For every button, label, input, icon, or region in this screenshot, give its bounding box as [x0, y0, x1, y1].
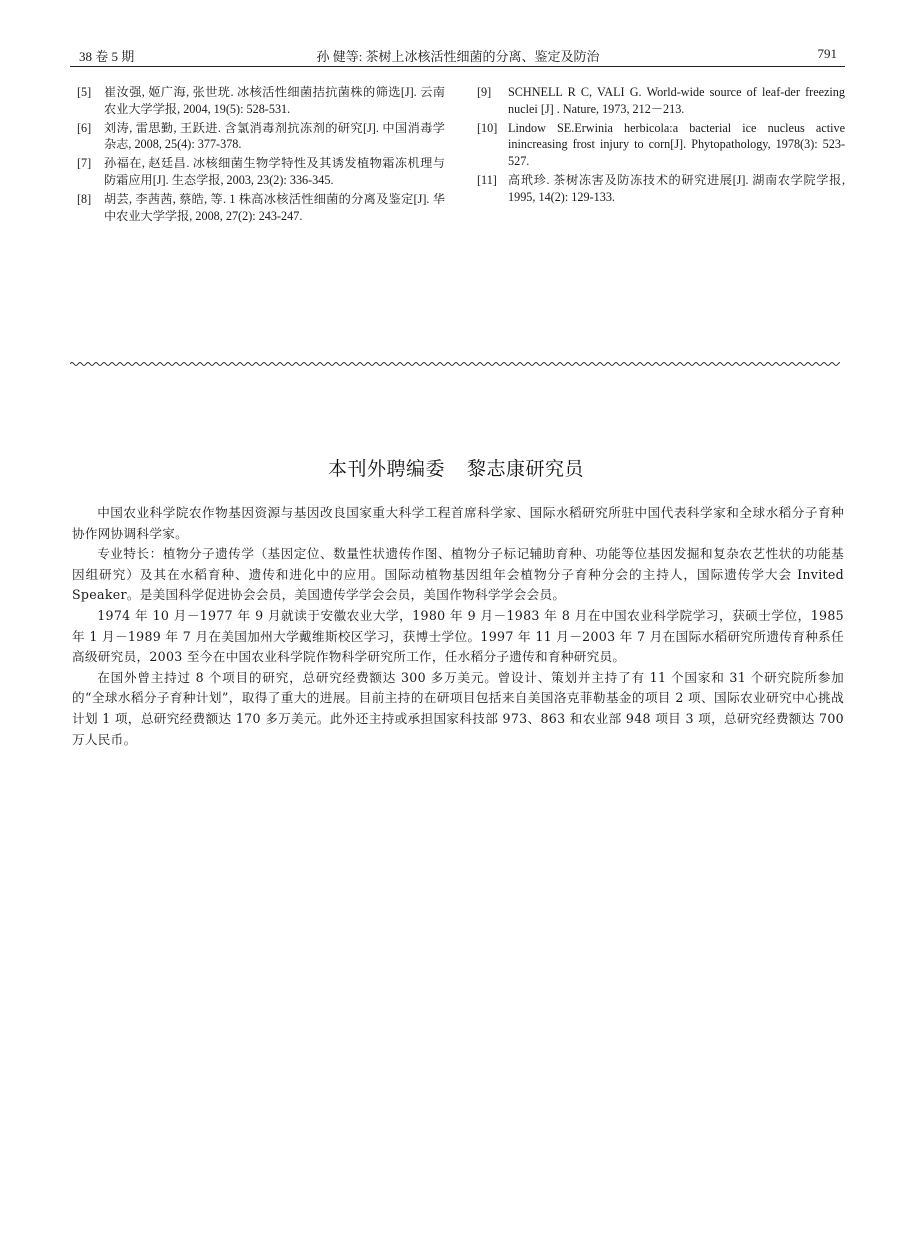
journal-volume: 38 卷 5 期 — [79, 49, 135, 64]
reference-number: [6] — [77, 120, 92, 135]
profile-paragraph: 1974 年 10 月－1977 年 9 月就读于安徽农业大学，1980 年 9 月－1983 年 8 月在中国农业科学院学习，获硕士学位，1985 年 1 月－1989 年 7 月在美国加州大学戴维斯校区学习，获博士学位。1997 年 11 月－2003 年 7 月在国际水稻研究所遗传育种系任高级研究员，2003 至今在中国农业科学院作物科学研究所工作，任水稻分子遗传和育种研究员。 — [72, 607, 844, 665]
profile-title — [0, 454, 912, 481]
page-header — [73, 46, 843, 66]
reference-text: 孙福在, 赵廷昌. 冰核细菌生物学特性及其诱发植物霜冻机理与防霜应用[J]. 生态学报, 2003, 23(2): 336-345. — [104, 156, 445, 187]
reference-item — [73, 191, 445, 225]
header-rule — [70, 66, 845, 67]
references-left-column — [73, 84, 445, 226]
profile-title-role: 本刊外聘编委 — [327, 458, 445, 480]
references-right-column — [475, 84, 845, 208]
reference-number: [9] — [477, 85, 492, 99]
reference-number: [5] — [77, 85, 92, 99]
reference-item — [73, 120, 445, 154]
profile-paragraph: 中国农业科学院农作物基因资源与基因改良国家重大科学工程首席科学家、国际水稻研究所驻中国代表科学家和全球水稻分子育种协作网协调科学家。 — [72, 505, 844, 541]
wavy-divider — [70, 360, 840, 368]
reference-text: 胡芸, 李茜茜, 蔡皓, 等. 1 株高冰核活性细菌的分离及鉴定[J]. 华中农业大学学报, 2008, 27(2): 243-247. — [104, 191, 445, 223]
reference-text: 高玳珍. 茶树冻害及防冻技术的研究进展[J]. 湖南农学院学报, 1995, 14(2): 129-133. — [508, 172, 845, 204]
reference-number: [7] — [77, 156, 92, 171]
profile-body — [72, 503, 844, 750]
reference-item — [73, 84, 445, 118]
reference-number: [10] — [477, 120, 498, 135]
profile-title-name: 黎志康研究员 — [467, 458, 585, 480]
reference-item — [475, 172, 845, 206]
reference-item — [475, 84, 845, 118]
reference-text: SCHNELL R C, VALI G. World-wide source of leaf-der freezing nuclei [J] . Nature, 1973, 212－213. — [508, 85, 845, 116]
reference-item — [475, 120, 845, 170]
reference-text: 崔汝强, 姬广海, 张世珖. 冰核活性细菌拮抗菌株的筛选[J]. 云南农业大学学报, 2004, 19(5): 528-531. — [104, 85, 445, 116]
reference-number: [11] — [477, 172, 497, 187]
reference-text: Lindow SE.Erwinia herbicola:a bacterial ice nucleus active inincreasing frost injury to corn[J]. Phytopathology, 1978(3): 523-527. — [508, 120, 845, 169]
profile-paragraph: 在国外曾主持过 8 个项目的研究，总研究经费额达 300 多万美元。曾设计、策划并主持了有 11 个国家和 31 个研究院所参加的“全球水稻分子育种计划”，取得了重大的进展。目前主持的在研项目包括来自美国洛克菲勒基金的项目 2 项、国际农业研究中心挑战计划 1 项，总研究经费额达 170 多万美元。此外还主持或承担国家科技部 973、863 和农业部 948 项目 3 项，总研究经费额达 700 万人民币。 — [72, 669, 844, 747]
reference-number: [8] — [77, 191, 92, 206]
reference-item — [73, 155, 445, 189]
profile-paragraph: 专业特长：植物分子遗传学（基因定位、数量性状遗传作图、植物分子标记辅助育种、功能等位基因发掘和复杂农艺性状的功能基因组研究）及其在水稻育种、遗传和进化中的应用。国际动植物基因组年会植物分子育种分会的主持人，国际遗传学大会 Invited Speaker。是美国科学促进协会会员，美国遗传学学会会员，美国作物科学学会会员。 — [72, 546, 844, 603]
page-number: 791 — [817, 46, 837, 61]
reference-text: 刘涛, 雷思勤, 王跃进. 含氯消毒剂抗冻剂的研究[J]. 中国消毒学杂志, 2008, 25(4): 377-378. — [104, 120, 445, 152]
running-title: 孙 健等: 茶树上冰核活性细菌的分离、鉴定及防治 — [316, 49, 600, 64]
